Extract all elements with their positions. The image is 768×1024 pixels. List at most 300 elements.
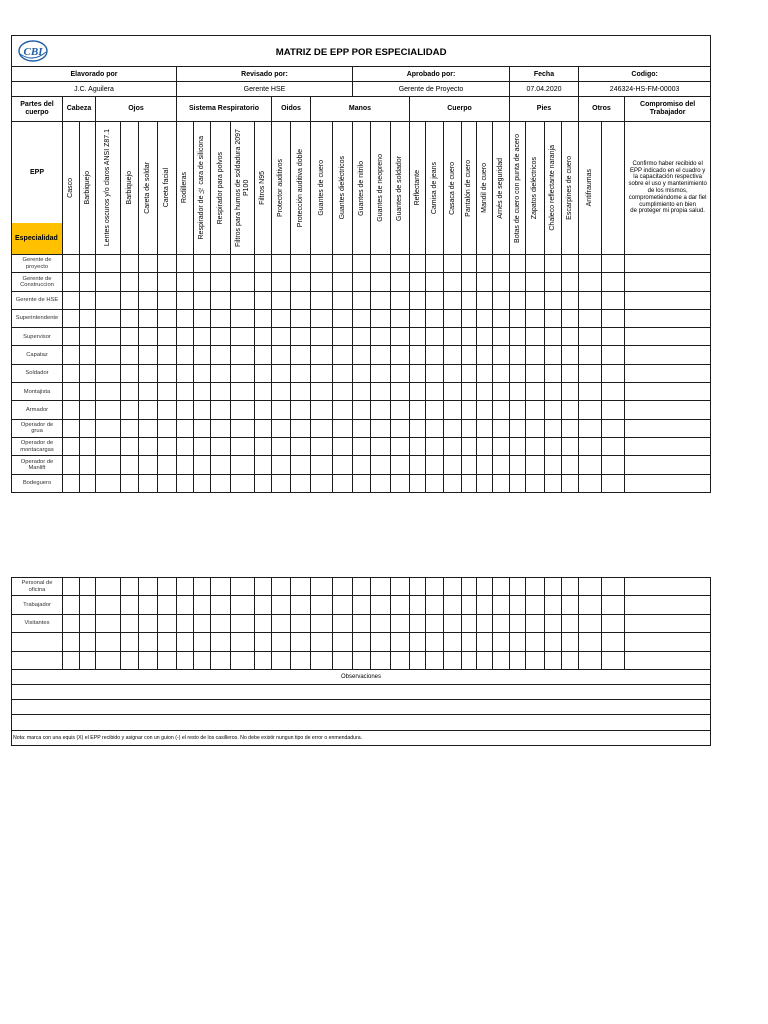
epp-check-cell	[510, 328, 526, 346]
office-and-observations-table	[11, 577, 711, 746]
epp-check-cell	[177, 401, 194, 419]
epp-check-cell	[545, 596, 562, 614]
epp-check-cell	[80, 651, 96, 669]
row-label: Personal de oficina	[21, 580, 53, 593]
epp-check-cell	[371, 578, 391, 596]
epp-check-cell	[371, 419, 391, 437]
epp-check-cell	[391, 309, 410, 327]
epp-check-cell	[255, 456, 272, 474]
epp-check-cell	[493, 291, 510, 309]
row-label-cell	[12, 255, 63, 273]
epp-check-cell	[426, 383, 444, 401]
epp-check-cell	[121, 578, 139, 596]
specialty-rows	[12, 255, 711, 493]
row-soldador	[12, 364, 711, 382]
epp-check-cell	[63, 596, 80, 614]
reviewed-by-header: Revisado por:	[177, 67, 353, 82]
epp-check-cell	[562, 614, 579, 632]
epp-check-cell	[510, 456, 526, 474]
group-header-cabeza: Cabeza	[63, 97, 96, 122]
epp-check-cell	[410, 474, 426, 492]
epp-check-cell	[333, 419, 353, 437]
epp-check-cell	[139, 328, 158, 346]
epp-check-cell	[158, 456, 177, 474]
epp-check-cell	[426, 346, 444, 364]
epp-check-cell	[371, 456, 391, 474]
epp-check-cell	[231, 419, 255, 437]
epp-check-cell	[426, 291, 444, 309]
epp-check-cell	[545, 651, 562, 669]
epp-column-header	[493, 122, 510, 255]
row-label-cell	[12, 614, 63, 632]
epp-check-cell	[311, 383, 333, 401]
epp-check-cell	[158, 255, 177, 273]
document-title: MATRIZ DE EPP POR ESPECIALIDAD	[275, 47, 447, 58]
row-label: Gerente de proyecto	[22, 257, 52, 270]
epp-check-cell	[291, 383, 311, 401]
epp-check-cell	[291, 419, 311, 437]
epp-check-cell	[545, 437, 562, 455]
epp-check-cell	[526, 328, 545, 346]
epp-check-cell	[510, 273, 526, 291]
epp-check-cell	[231, 614, 255, 632]
epp-check-cell	[493, 401, 510, 419]
epp-check-cell	[291, 456, 311, 474]
epp-item-casco: Casco	[67, 178, 75, 198]
group-header-otros: Otros	[579, 97, 625, 122]
epp-matrix-table	[11, 35, 711, 493]
epp-check-cell	[493, 273, 510, 291]
epp-column-header	[80, 122, 96, 255]
row-label: Trabajador	[23, 601, 51, 608]
epp-check-cell	[333, 651, 353, 669]
epp-check-cell	[80, 633, 96, 651]
epp-check-cell	[194, 419, 211, 437]
epp-check-cell	[353, 273, 371, 291]
logo-text: CBI	[23, 46, 43, 58]
epp-check-cell	[333, 401, 353, 419]
epp-check-cell	[562, 437, 579, 455]
epp-check-cell	[426, 328, 444, 346]
epp-check-cell	[602, 633, 625, 651]
epp-check-cell	[579, 328, 602, 346]
epp-check-cell	[510, 419, 526, 437]
epp-check-cell	[311, 651, 333, 669]
epp-label-wrap	[12, 122, 62, 254]
epp-check-cell	[121, 633, 139, 651]
observations-line-cell	[12, 684, 711, 699]
epp-check-cell	[579, 596, 602, 614]
row-armador	[12, 401, 711, 419]
row-label: Visitantes	[24, 620, 50, 627]
epp-check-cell	[545, 401, 562, 419]
epp-check-cell	[579, 383, 602, 401]
epp-check-cell	[291, 437, 311, 455]
epp-check-cell	[121, 273, 139, 291]
row-montajista	[12, 383, 711, 401]
epp-check-cell	[121, 596, 139, 614]
epp-check-cell	[96, 651, 121, 669]
epp-check-cell	[602, 328, 625, 346]
epp-check-cell	[231, 346, 255, 364]
epp-item-antifraumas: Antifraumas	[586, 169, 594, 207]
blank-row	[12, 633, 711, 651]
epp-check-cell	[121, 474, 139, 492]
row-label-cell	[12, 291, 63, 309]
row-gerente-de-hse	[12, 291, 711, 309]
epp-check-cell	[526, 456, 545, 474]
epp-check-cell	[80, 474, 96, 492]
epp-check-cell	[477, 273, 493, 291]
epp-check-cell	[602, 474, 625, 492]
epp-check-cell	[121, 456, 139, 474]
epp-check-cell	[231, 383, 255, 401]
epp-check-cell	[526, 419, 545, 437]
epp-check-cell	[493, 364, 510, 382]
epp-check-cell	[444, 291, 462, 309]
epp-check-cell	[158, 328, 177, 346]
epp-check-cell	[371, 596, 391, 614]
group-header-ojos: Ojos	[96, 97, 177, 122]
epp-check-cell	[353, 309, 371, 327]
epp-check-cell	[426, 364, 444, 382]
epp-check-cell	[96, 309, 121, 327]
epp-check-cell	[625, 614, 711, 632]
epp-check-cell	[63, 419, 80, 437]
epp-check-cell	[510, 474, 526, 492]
epp-check-cell	[526, 383, 545, 401]
epp-check-cell	[311, 346, 333, 364]
epp-check-cell	[391, 273, 410, 291]
epp-check-cell	[462, 273, 477, 291]
epp-check-cell	[426, 474, 444, 492]
epp-check-cell	[353, 633, 371, 651]
epp-check-cell	[477, 651, 493, 669]
epp-check-cell	[194, 437, 211, 455]
epp-check-cell	[602, 437, 625, 455]
epp-check-cell	[562, 456, 579, 474]
epp-check-cell	[255, 614, 272, 632]
epp-check-cell	[121, 364, 139, 382]
epp-check-cell	[477, 309, 493, 327]
epp-check-cell	[510, 614, 526, 632]
epp-check-cell	[410, 401, 426, 419]
epp-check-cell	[391, 614, 410, 632]
epp-check-cell	[255, 291, 272, 309]
epp-check-cell	[602, 291, 625, 309]
epp-check-cell	[444, 614, 462, 632]
epp-check-cell	[211, 474, 231, 492]
epp-check-cell	[333, 456, 353, 474]
epp-check-cell	[579, 578, 602, 596]
epp-check-cell	[545, 456, 562, 474]
epp-check-cell	[602, 255, 625, 273]
epp-check-cell	[444, 328, 462, 346]
epp-check-cell	[462, 346, 477, 364]
epp-check-cell	[211, 437, 231, 455]
epp-check-cell	[526, 651, 545, 669]
epp-check-cell	[291, 614, 311, 632]
epp-check-cell	[426, 651, 444, 669]
epp-check-cell	[255, 328, 272, 346]
note-text: Nota: marca con una equis (X) el EPP recibido y asignar con un guion (-) el resto de los casilleros. No debe existir nungun tipo de error o enmendadura.	[12, 730, 711, 745]
epp-check-cell	[602, 614, 625, 632]
epp-check-cell	[177, 474, 194, 492]
epp-check-cell	[80, 255, 96, 273]
row-visitantes	[12, 614, 711, 632]
epp-check-cell	[121, 346, 139, 364]
row-gerente-de-construccion	[12, 273, 711, 291]
epp-check-cell	[493, 309, 510, 327]
epp-check-cell	[177, 419, 194, 437]
epp-check-cell	[211, 273, 231, 291]
row-trabajador	[12, 596, 711, 614]
epp-check-cell	[80, 456, 96, 474]
epp-check-cell	[291, 596, 311, 614]
epp-column-header	[63, 122, 80, 255]
epp-check-cell	[602, 309, 625, 327]
epp-check-cell	[272, 255, 291, 273]
epp-check-cell	[139, 383, 158, 401]
epp-check-cell	[333, 596, 353, 614]
epp-check-cell	[477, 364, 493, 382]
epp-check-cell	[333, 364, 353, 382]
epp-check-cell	[255, 437, 272, 455]
epp-check-cell	[158, 291, 177, 309]
epp-check-cell	[311, 437, 333, 455]
epp-item-protector-auditivos: Protector auditivos	[277, 159, 285, 217]
row-label-cell	[12, 578, 63, 596]
epp-check-cell	[139, 633, 158, 651]
epp-check-cell	[426, 456, 444, 474]
epp-check-cell	[139, 273, 158, 291]
row-label: Gerente de Construccion	[20, 275, 54, 288]
row-label: Gerente de HSE	[15, 297, 59, 304]
observations-label: Observaciones	[12, 669, 711, 684]
epp-item-careta-facial: Careta facial	[163, 168, 171, 208]
epp-check-cell	[579, 651, 602, 669]
epp-check-cell	[562, 291, 579, 309]
epp-column-header	[462, 122, 477, 255]
epp-check-cell	[371, 328, 391, 346]
epp-check-cell	[462, 419, 477, 437]
epp-column-header	[333, 122, 353, 255]
epp-check-cell	[526, 346, 545, 364]
row-gerente-de-proyecto	[12, 255, 711, 273]
epp-check-cell	[311, 456, 333, 474]
epp-check-cell	[410, 614, 426, 632]
epp-check-cell	[510, 633, 526, 651]
epp-check-cell	[63, 291, 80, 309]
epp-check-cell	[194, 651, 211, 669]
epp-check-cell	[477, 255, 493, 273]
epp-check-cell	[493, 346, 510, 364]
epp-check-cell	[625, 346, 711, 364]
epp-check-cell	[562, 383, 579, 401]
epp-column-header	[602, 122, 625, 255]
epp-check-cell	[579, 474, 602, 492]
epp-check-cell	[255, 578, 272, 596]
row-label: Operador de montacargas	[20, 440, 54, 453]
row-operador-de-grua	[12, 419, 711, 437]
epp-check-cell	[80, 346, 96, 364]
epp-check-cell	[333, 633, 353, 651]
epp-check-cell	[291, 364, 311, 382]
epp-column-header	[121, 122, 139, 255]
epp-check-cell	[231, 578, 255, 596]
epp-check-cell	[477, 614, 493, 632]
epp-check-cell	[272, 474, 291, 492]
epp-column-header	[353, 122, 371, 255]
epp-check-cell	[158, 346, 177, 364]
epp-check-cell	[255, 596, 272, 614]
commitment-header: Compromiso del Trabajador	[625, 97, 711, 122]
epp-check-cell	[391, 364, 410, 382]
epp-check-cell	[410, 419, 426, 437]
epp-check-cell	[625, 309, 711, 327]
epp-check-cell	[139, 456, 158, 474]
cbi-logo	[17, 39, 49, 63]
epp-check-cell	[194, 633, 211, 651]
epp-check-cell	[333, 346, 353, 364]
epp-item-pantalon-de-cuero: Pantalón de cuero	[465, 159, 473, 217]
epp-check-cell	[353, 419, 371, 437]
epp-check-cell	[80, 273, 96, 291]
epp-check-cell	[602, 456, 625, 474]
epp-item-zapatos-dielectricos: Zapatos dieléctricos	[531, 156, 539, 220]
epp-check-cell	[177, 273, 194, 291]
prepared-by-header: Elavorado por	[12, 67, 177, 82]
epp-check-cell	[391, 383, 410, 401]
row-label-cell	[12, 437, 63, 455]
epp-check-cell	[211, 309, 231, 327]
epp-check-cell	[353, 346, 371, 364]
epp-check-cell	[139, 401, 158, 419]
epp-check-cell	[272, 364, 291, 382]
epp-check-cell	[177, 291, 194, 309]
epp-check-cell	[545, 474, 562, 492]
epp-check-cell	[96, 474, 121, 492]
approved-by-header: Aprobado por:	[353, 67, 510, 82]
epp-check-cell	[391, 401, 410, 419]
epp-check-cell	[510, 383, 526, 401]
epp-check-cell	[80, 364, 96, 382]
epp-check-cell	[410, 578, 426, 596]
epp-check-cell	[63, 437, 80, 455]
row-bodeguero	[12, 474, 711, 492]
row-label-cell	[12, 364, 63, 382]
epp-check-cell	[477, 474, 493, 492]
epp-check-cell	[444, 273, 462, 291]
commitment-text: Confirmo haber recibido el EPP indicado en el cuadro y la capacitación respectiva sobre el uso y mantenimiento de los mismos, comprometiéndome a dar fiel cumplimiento en bien de proteger mi propia salud.	[625, 122, 711, 255]
observations-line-cell	[12, 699, 711, 714]
observations-line-cell	[12, 714, 711, 730]
epp-check-cell	[353, 578, 371, 596]
observations-line	[12, 699, 711, 714]
epp-check-cell	[63, 383, 80, 401]
epp-check-cell	[391, 328, 410, 346]
epp-item-rodilleras: Rodilleras	[181, 172, 189, 204]
epp-check-cell	[602, 596, 625, 614]
matrix-header	[12, 36, 711, 255]
epp-check-cell	[545, 633, 562, 651]
row-label-cell	[12, 596, 63, 614]
epp-check-cell	[194, 291, 211, 309]
row-label: Operador de Manlift	[20, 458, 54, 471]
epp-check-cell	[333, 309, 353, 327]
body-part-groups-row	[12, 97, 711, 122]
epp-item-barbiquejo: Barbiquejo	[83, 171, 91, 205]
epp-check-cell	[625, 291, 711, 309]
epp-check-cell	[410, 328, 426, 346]
epp-check-cell	[371, 273, 391, 291]
epp-check-cell	[410, 346, 426, 364]
epp-check-cell	[194, 346, 211, 364]
epp-check-cell	[410, 596, 426, 614]
epp-check-cell	[562, 328, 579, 346]
observations-line	[12, 684, 711, 699]
epp-check-cell	[211, 578, 231, 596]
epp-check-cell	[291, 474, 311, 492]
epp-check-cell	[255, 383, 272, 401]
epp-check-cell	[493, 614, 510, 632]
epp-check-cell	[579, 273, 602, 291]
epp-check-cell	[371, 474, 391, 492]
epp-check-cell	[444, 474, 462, 492]
epp-check-cell	[194, 273, 211, 291]
epp-check-cell	[371, 633, 391, 651]
epp-check-cell	[121, 383, 139, 401]
epp-check-cell	[158, 596, 177, 614]
epp-check-cell	[562, 364, 579, 382]
epp-check-cell	[311, 273, 333, 291]
epp-check-cell	[477, 419, 493, 437]
date-value: 07.04.2020	[510, 82, 579, 97]
epp-item-chaleco-reflectante-naranja: Chaleco reflectante naranja	[549, 145, 557, 231]
epp-check-cell	[493, 578, 510, 596]
epp-check-cell	[602, 651, 625, 669]
epp-check-cell	[158, 401, 177, 419]
epp-check-cell	[211, 596, 231, 614]
epp-column-header	[579, 122, 602, 255]
epp-check-cell	[625, 364, 711, 382]
epp-check-cell	[96, 437, 121, 455]
epp-check-cell	[562, 273, 579, 291]
epp-check-cell	[177, 456, 194, 474]
epp-check-cell	[63, 633, 80, 651]
epp-check-cell	[272, 614, 291, 632]
epp-check-cell	[602, 383, 625, 401]
epp-check-cell	[158, 419, 177, 437]
epp-check-cell	[579, 437, 602, 455]
epp-check-cell	[477, 291, 493, 309]
epp-check-cell	[545, 419, 562, 437]
epp-check-cell	[80, 614, 96, 632]
epp-check-cell	[177, 255, 194, 273]
epp-check-cell	[139, 419, 158, 437]
epp-check-cell	[526, 309, 545, 327]
epp-check-cell	[353, 614, 371, 632]
epp-column-header	[158, 122, 177, 255]
epp-check-cell	[211, 255, 231, 273]
epp-check-cell	[272, 578, 291, 596]
epp-check-cell	[211, 401, 231, 419]
epp-check-cell	[410, 255, 426, 273]
epp-item-botas-de-cuero-con-punta-de-acero: Botas de cuero con punta de acero	[513, 133, 521, 243]
group-header-sistema-respiratorio: Sistema Respiratorio	[177, 97, 272, 122]
epp-check-cell	[545, 291, 562, 309]
epp-check-cell	[625, 474, 711, 492]
